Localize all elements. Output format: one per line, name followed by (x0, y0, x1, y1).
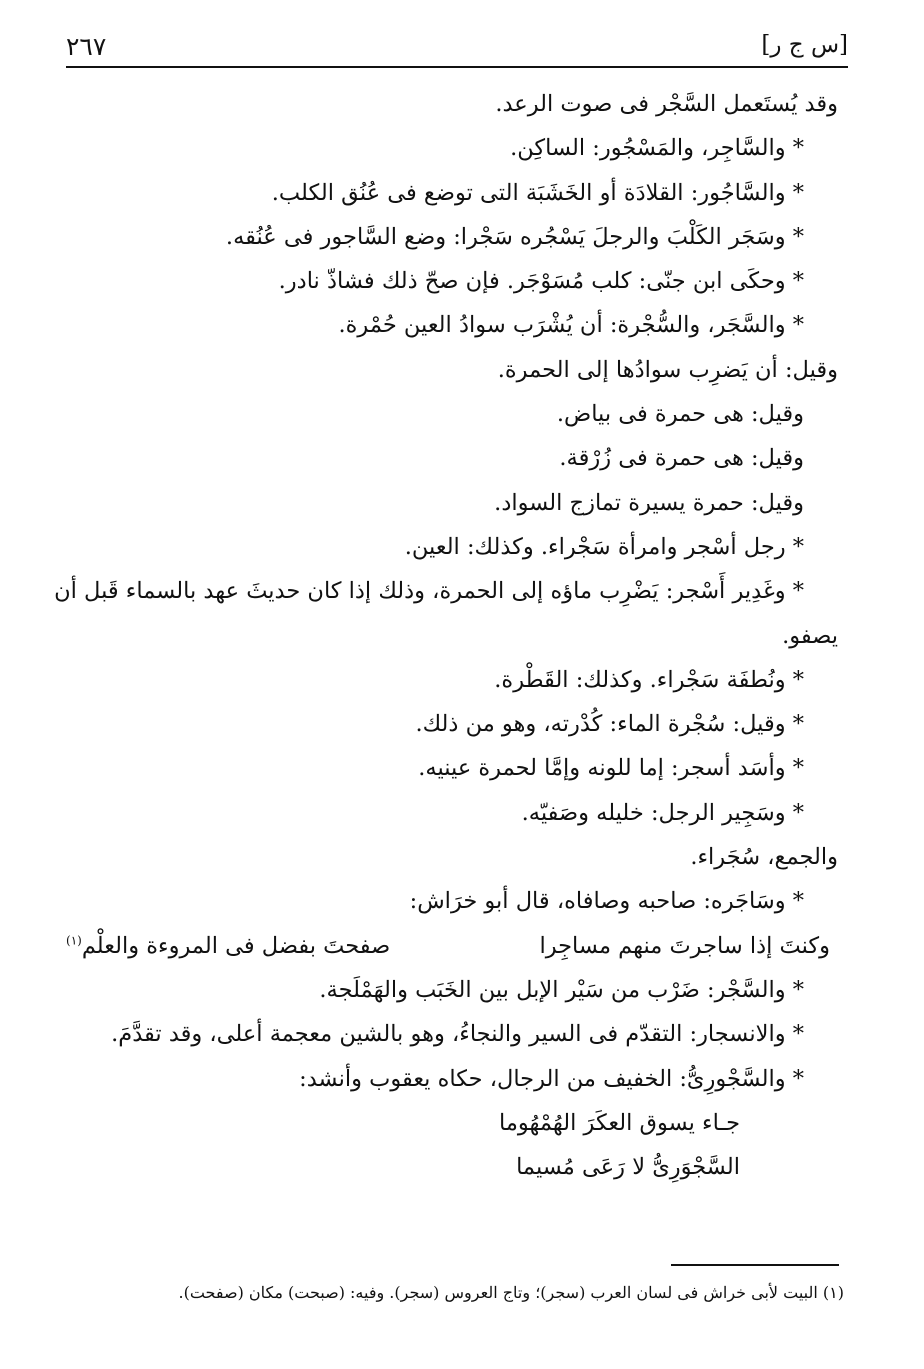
text-line: * والسَّجْورِىُّ: الخفيف من الرجال، حكاه يعقوب وأنشد: (299, 1065, 804, 1092)
text-line: يصفو. (782, 622, 838, 649)
text-line: * رجل أسْجر وامرأة سَجْراء. وكذلك: العين. (404, 533, 804, 560)
text-line: * وأسَد أسجر: إما للونه وإمَّا لحمرة عينيه. (418, 755, 804, 782)
text-line: * وسَجَر الكَلْبَ والرجلَ يَسْجُره سَجْرا: وضع السَّاجور فى عُنُقه. (225, 223, 804, 250)
verse-second-half-text: صفحتَ بفضل فى المروءة والعلْم (81, 932, 391, 959)
text-line: وقيل: هى حمرة فى زُرْقة. (559, 445, 804, 472)
page-header (66, 30, 848, 68)
text-line: * وسَاجَره: صاحبه وصافاه، قال أبو خرَاش: (409, 888, 804, 915)
verse-line (66, 924, 838, 968)
text-line: * والسَّجَر، والسُّجْرة: أن يُشْرَب سوادُ العين حُمْرة. (338, 312, 804, 339)
text-line: * وسَجِير الرجل: خليله وصَفيّه. (521, 799, 804, 826)
rajaz-line: جـاء يسوق العكَرَ الهُمْهُوما (499, 1109, 740, 1136)
text-line: * والسَّاجِر، والمَسْجُور: الساكِن. (510, 135, 804, 162)
footnote-rule (671, 1264, 839, 1266)
text-line: * والانسجار: التقدّم فى السير والنجاءُ، وهو بالشين معجمة أعلى، وقد تقدَّمَ. (111, 1021, 804, 1048)
text-line: * وقيل: سُجْرة الماء: كُدْرته، وهو من ذلك. (415, 711, 804, 738)
text-line: * وغَدِير أَسْجر: يَضْرِب ماؤه إلى الحمرة، وذلك إذا كان حديثَ عهد بالسماء قَبل أن (54, 578, 804, 605)
text-line: * وحكَى ابن جنّى: كلب مُسَوْجَر. فإن صحّ ذلك فشاذّ نادر. (278, 268, 804, 295)
text-line: وقيل: حمرة يسيرة تمازج السواد. (494, 489, 804, 516)
root-label: [س ج ر] (761, 32, 848, 58)
text-line: * والسَّاجُور: القلادَة أو الخَشَبَة التى توضع فى عُنُق الكلب. (271, 179, 804, 206)
text-line: * والسَّجْر: ضَرْب من سَيْر الإبل بين الخَبَب والهَمْلَجة. (319, 976, 804, 1003)
verse-first-half: وكنتَ إذا ساجرتَ منهم مساجِرا (539, 932, 830, 959)
verse-second-half (66, 924, 390, 968)
text-line: والجمع، سُجَراء. (690, 844, 838, 871)
text-line: وقد يُستَعمل السَّجْر فى صوت الرعد. (495, 91, 838, 117)
text-line: * ونُطفَة سَجْراء. وكذلك: القَطْرة. (494, 666, 804, 693)
rajaz-line: السَّجْوَرِىُّ لا رَعَى مُسيما (516, 1154, 740, 1181)
page-number: ٢٦٧ (66, 32, 107, 61)
footnote-marker: (١) (66, 933, 82, 948)
footnote: (١) البيت لأبى خراش فى لسان العرب (سجر)؛ وتاج العروس (سجر). وفيه: (صبحت) مكان (صفحت). (178, 1283, 844, 1302)
text-line: وقيل: أن يَضرِب سوادُها إلى الحمرة. (497, 356, 838, 383)
main-text (54, 82, 838, 1189)
text-line: وقيل: هى حمرة فى بياض. (556, 401, 804, 428)
